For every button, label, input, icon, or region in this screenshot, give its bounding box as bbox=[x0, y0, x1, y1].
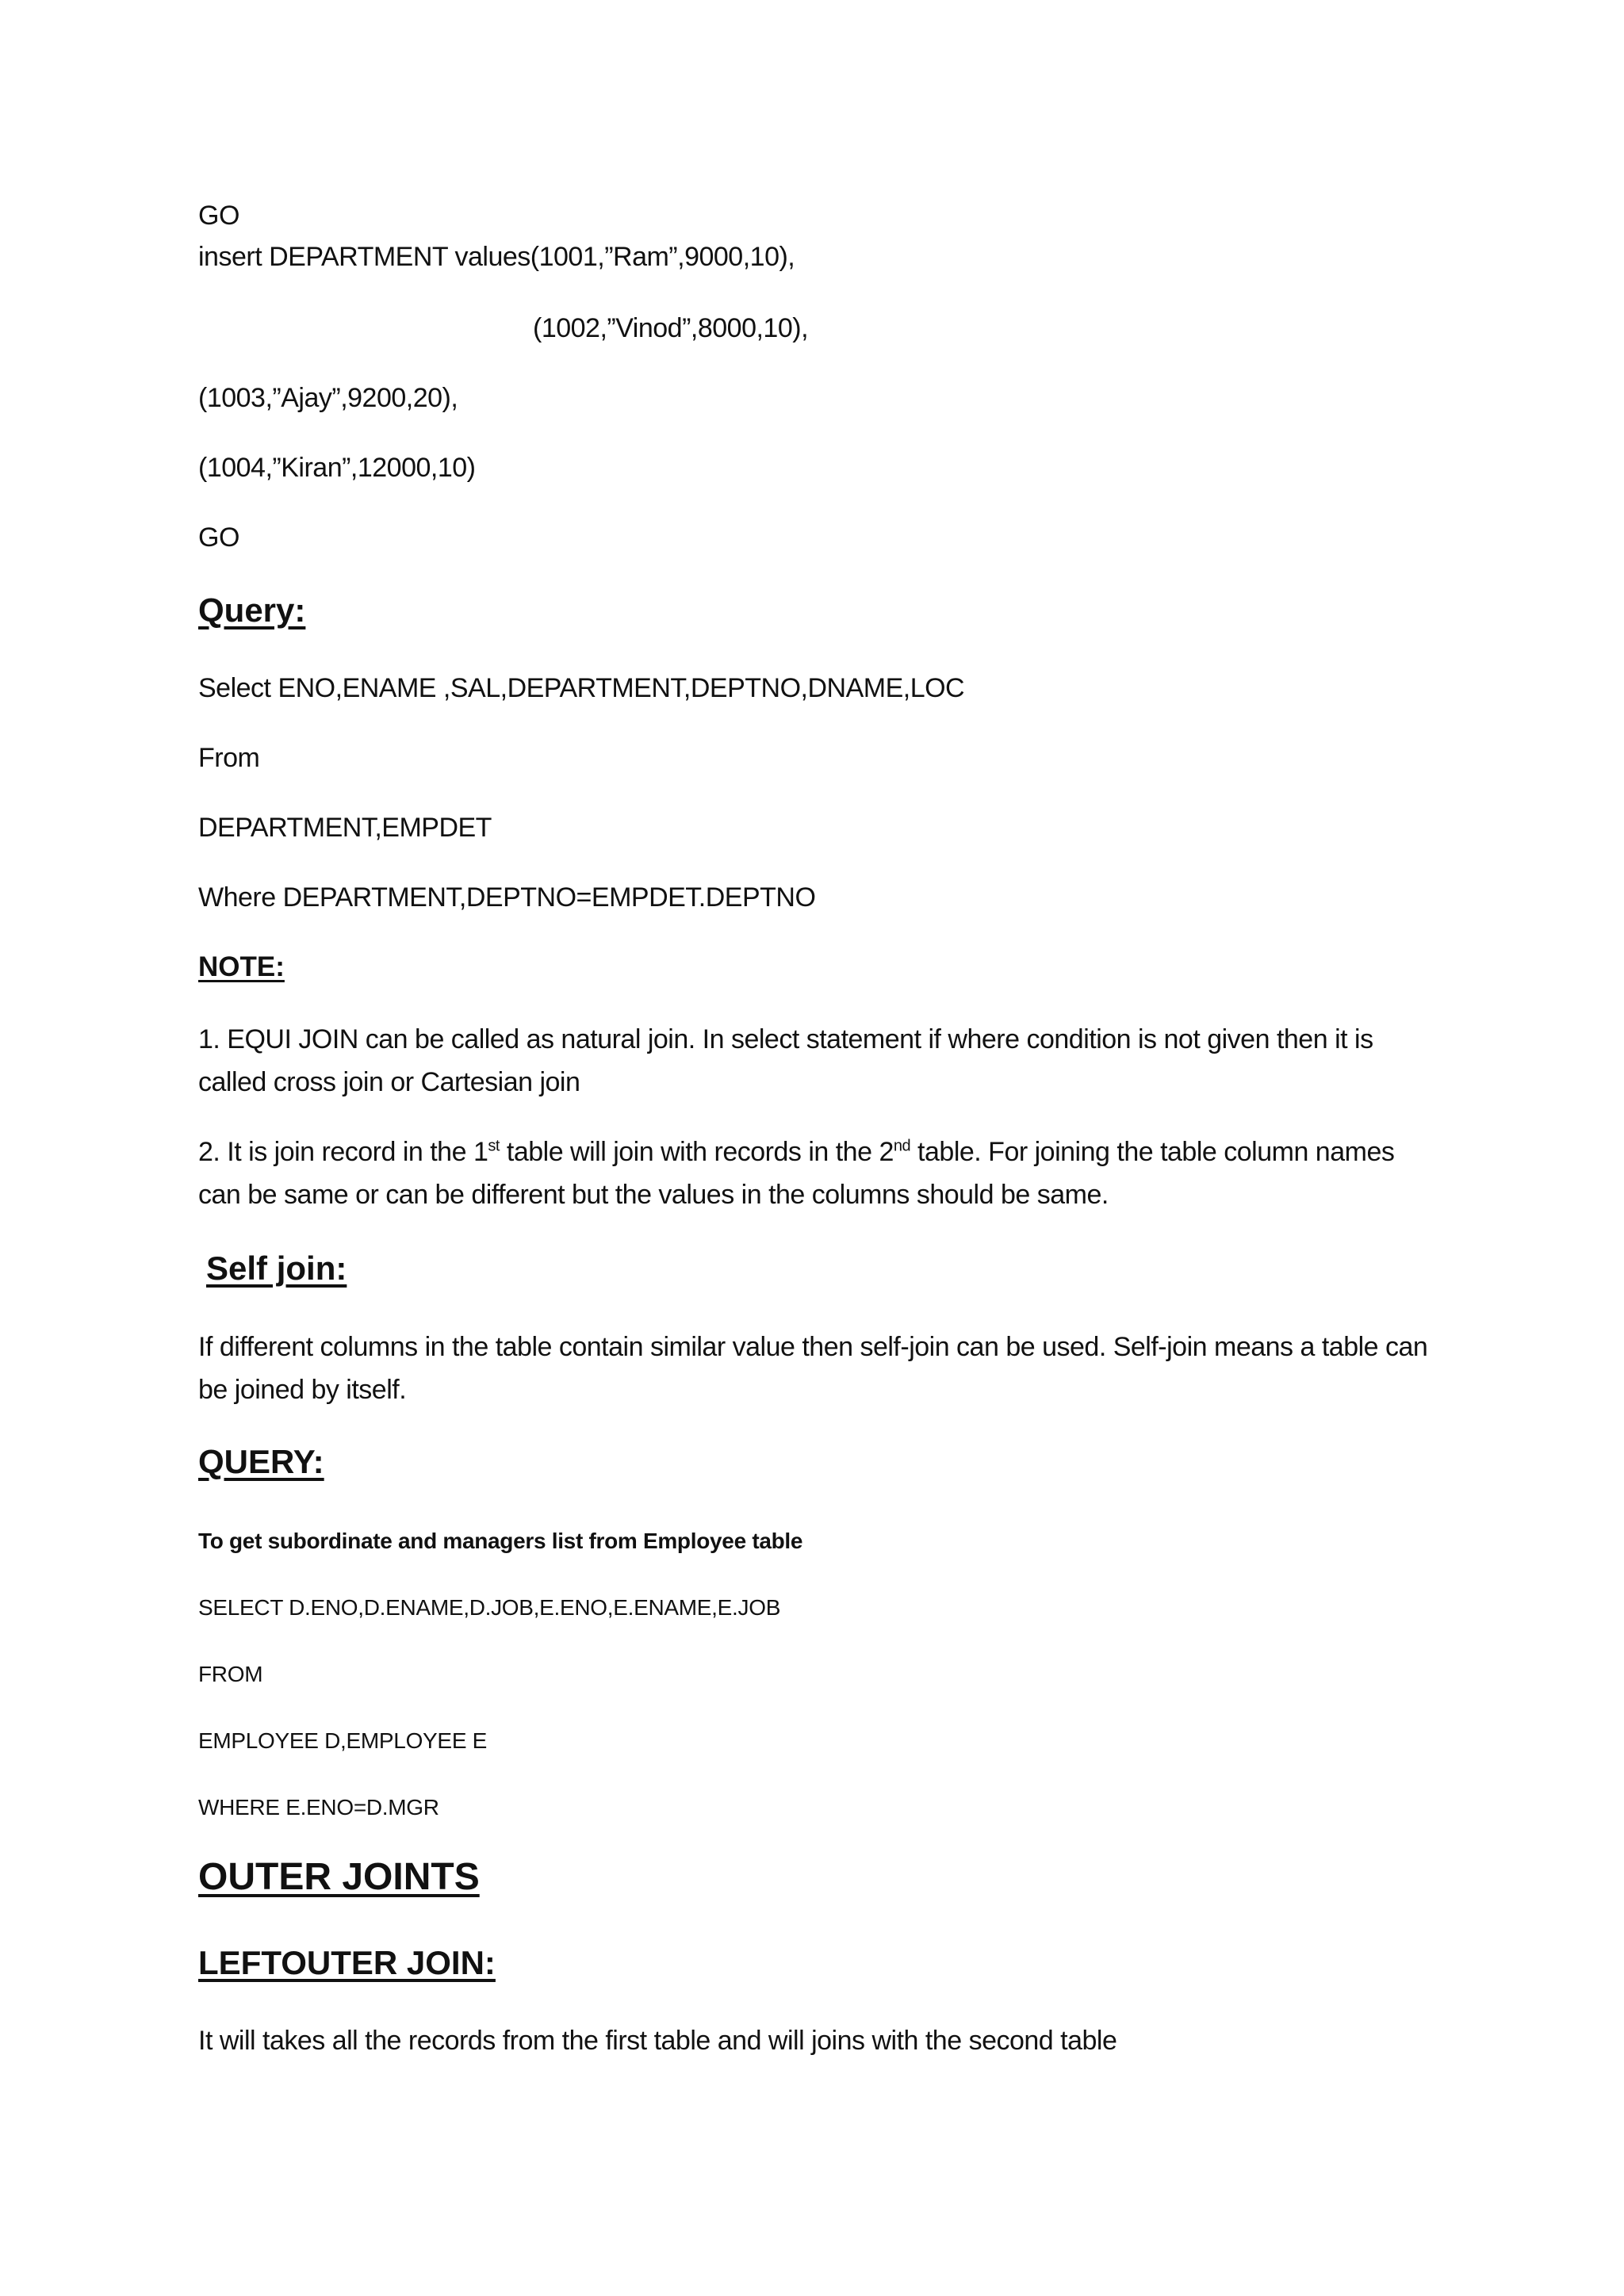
self-join-description: If different columns in the table contain similar value then self-join can be used. Self-join means a table can be joined by itself. bbox=[198, 1332, 1428, 1405]
note-item-2-part-b: table will join with records in the 2 bbox=[499, 1137, 894, 1167]
note-item-2-part-a: 2. It is join record in the 1 bbox=[198, 1137, 488, 1167]
note-heading: NOTE: bbox=[198, 951, 285, 982]
insert-row-4: (1004,”Kiran”,12000,10) bbox=[198, 453, 476, 483]
query-select-line: Select ENO,ENAME ,SAL,DEPARTMENT,DEPTNO,DNAME,LOC bbox=[198, 673, 965, 703]
outer-joins-heading: OUTER JOINTS bbox=[198, 1856, 480, 1898]
insert-row-2: (1002,”Vinod”,8000,10), bbox=[533, 313, 809, 343]
insert-row-3: (1003,”Ajay”,9200,20), bbox=[198, 383, 458, 413]
note-item-2-sup-st: st bbox=[488, 1137, 500, 1155]
left-outer-join-heading: LEFTOUTER JOIN: bbox=[198, 1944, 496, 1981]
query-tables-line: DEPARTMENT,EMPDET bbox=[198, 813, 492, 843]
note-item-1: 1. EQUI JOIN can be called as natural join. In select statement if where condition is not given then it is called cross join or Cartesian join bbox=[198, 1024, 1373, 1097]
sql-tables-line: EMPLOYEE D,EMPLOYEE E bbox=[198, 1728, 488, 1753]
query-heading-2: QUERY: bbox=[198, 1443, 324, 1480]
go-statement-2: GO bbox=[198, 522, 239, 553]
go-statement: GO bbox=[198, 201, 239, 231]
query-from-line: From bbox=[198, 743, 260, 773]
query-heading: Query: bbox=[198, 591, 306, 629]
note-item-2-part-c: table. For joining the table column names can be same or can be different but the values in the columns should be same. bbox=[198, 1137, 1395, 1210]
self-join-heading: Self join: bbox=[206, 1249, 347, 1287]
note-item-2-sup-nd: nd bbox=[893, 1137, 911, 1155]
sql-from-line: FROM bbox=[198, 1662, 263, 1686]
sql-select-line: SELECT D.ENO,D.ENAME,D.JOB,E.ENO,E.ENAME,E.JOB bbox=[198, 1595, 781, 1620]
insert-statement: insert DEPARTMENT values(1001,”Ram”,9000,10), bbox=[198, 242, 795, 272]
left-outer-join-description: It will takes all the records from the first table and will joins with the second table bbox=[198, 2026, 1117, 2056]
query-caption: To get subordinate and managers list from Employee table bbox=[198, 1529, 803, 1553]
query-where-line: Where DEPARTMENT,DEPTNO=EMPDET.DEPTNO bbox=[198, 882, 816, 913]
sql-where-line: WHERE E.ENO=D.MGR bbox=[198, 1795, 439, 1820]
note-item-2 bbox=[198, 1131, 1435, 1216]
